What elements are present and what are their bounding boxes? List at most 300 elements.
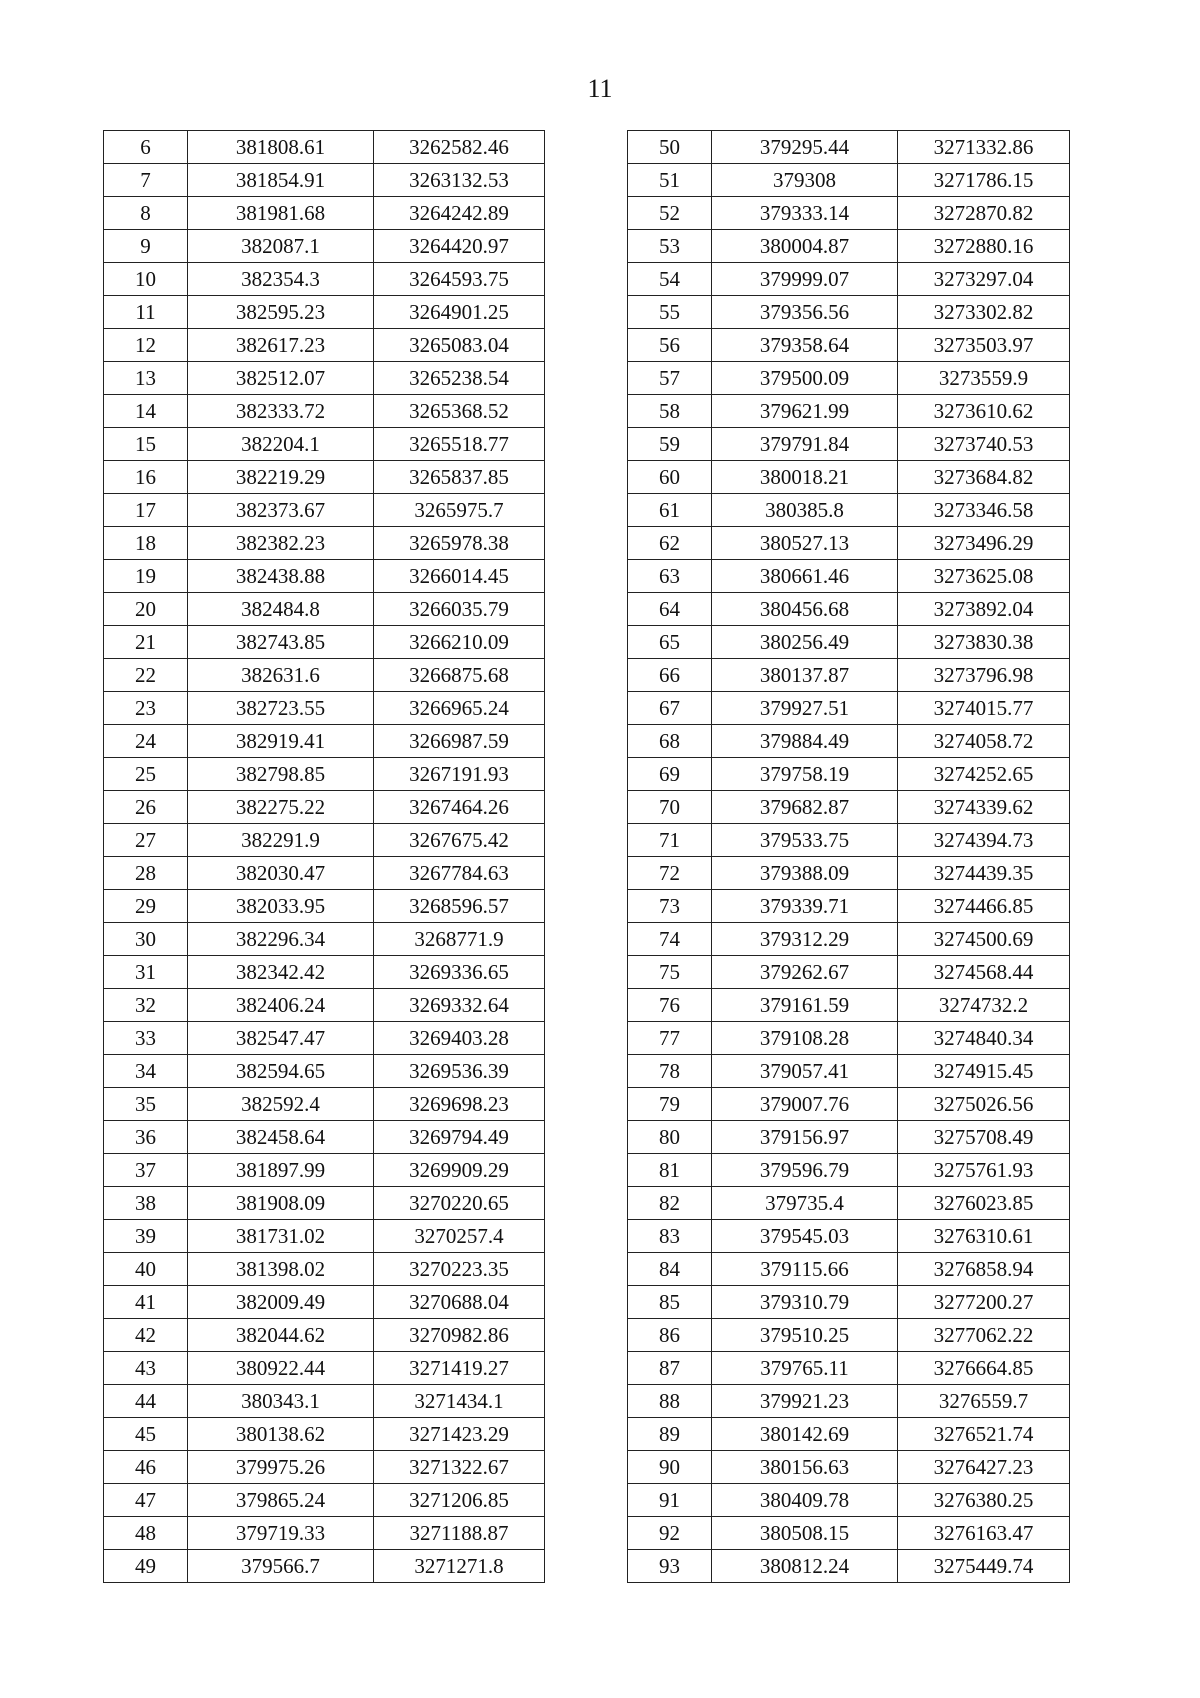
y-coordinate-cell: 3274840.34 <box>898 1022 1070 1055</box>
point-number-cell: 81 <box>628 1154 712 1187</box>
x-coordinate-cell: 379791.84 <box>712 428 898 461</box>
y-coordinate-cell: 3273892.04 <box>898 593 1070 626</box>
table-row <box>104 593 545 626</box>
y-coordinate-cell: 3269536.39 <box>374 1055 545 1088</box>
x-coordinate-cell: 382033.95 <box>188 890 374 923</box>
y-coordinate-cell: 3276163.47 <box>898 1517 1070 1550</box>
point-number-cell: 32 <box>104 989 188 1022</box>
point-number-cell: 41 <box>104 1286 188 1319</box>
table-row <box>104 560 545 593</box>
x-coordinate-cell: 379262.67 <box>712 956 898 989</box>
y-coordinate-cell: 3265975.7 <box>374 494 545 527</box>
x-coordinate-cell: 379758.19 <box>712 758 898 791</box>
y-coordinate-cell: 3273610.62 <box>898 395 1070 428</box>
y-coordinate-cell: 3269336.65 <box>374 956 545 989</box>
point-number-cell: 86 <box>628 1319 712 1352</box>
table-row <box>104 263 545 296</box>
point-number-cell: 79 <box>628 1088 712 1121</box>
table-row <box>104 692 545 725</box>
x-coordinate-cell: 380661.46 <box>712 560 898 593</box>
table-row <box>628 1088 1070 1121</box>
y-coordinate-cell: 3276521.74 <box>898 1418 1070 1451</box>
y-coordinate-cell: 3266965.24 <box>374 692 545 725</box>
x-coordinate-cell: 379312.29 <box>712 923 898 956</box>
table-row <box>104 1352 545 1385</box>
x-coordinate-cell: 379156.97 <box>712 1121 898 1154</box>
table-row <box>628 1451 1070 1484</box>
table-row <box>628 1352 1070 1385</box>
y-coordinate-cell: 3264420.97 <box>374 230 545 263</box>
y-coordinate-cell: 3274915.45 <box>898 1055 1070 1088</box>
point-number-cell: 29 <box>104 890 188 923</box>
x-coordinate-cell: 379621.99 <box>712 395 898 428</box>
table-row <box>628 593 1070 626</box>
x-coordinate-cell: 379295.44 <box>712 131 898 164</box>
point-number-cell: 19 <box>104 560 188 593</box>
point-number-cell: 28 <box>104 857 188 890</box>
x-coordinate-cell: 379358.64 <box>712 329 898 362</box>
table-row <box>628 1220 1070 1253</box>
point-number-cell: 68 <box>628 725 712 758</box>
table-row <box>628 1484 1070 1517</box>
table-row <box>104 197 545 230</box>
y-coordinate-cell: 3275761.93 <box>898 1154 1070 1187</box>
y-coordinate-cell: 3271423.29 <box>374 1418 545 1451</box>
point-number-cell: 22 <box>104 659 188 692</box>
x-coordinate-cell: 382594.65 <box>188 1055 374 1088</box>
y-coordinate-cell: 3277200.27 <box>898 1286 1070 1319</box>
x-coordinate-cell: 379057.41 <box>712 1055 898 1088</box>
y-coordinate-cell: 3266014.45 <box>374 560 545 593</box>
point-number-cell: 89 <box>628 1418 712 1451</box>
table-row <box>628 296 1070 329</box>
x-coordinate-cell: 380137.87 <box>712 659 898 692</box>
x-coordinate-cell: 382219.29 <box>188 461 374 494</box>
table-row <box>628 395 1070 428</box>
table-row <box>628 890 1070 923</box>
x-coordinate-cell: 379308 <box>712 164 898 197</box>
x-coordinate-cell: 379735.4 <box>712 1187 898 1220</box>
x-coordinate-cell: 382484.8 <box>188 593 374 626</box>
table-row <box>104 296 545 329</box>
y-coordinate-cell: 3276664.85 <box>898 1352 1070 1385</box>
point-number-cell: 88 <box>628 1385 712 1418</box>
x-coordinate-cell: 380508.15 <box>712 1517 898 1550</box>
x-coordinate-cell: 380456.68 <box>712 593 898 626</box>
point-number-cell: 26 <box>104 791 188 824</box>
point-number-cell: 17 <box>104 494 188 527</box>
x-coordinate-cell: 379115.66 <box>712 1253 898 1286</box>
y-coordinate-cell: 3277062.22 <box>898 1319 1070 1352</box>
point-number-cell: 49 <box>104 1550 188 1583</box>
y-coordinate-cell: 3268596.57 <box>374 890 545 923</box>
x-coordinate-cell: 380812.24 <box>712 1550 898 1583</box>
point-number-cell: 91 <box>628 1484 712 1517</box>
point-number-cell: 10 <box>104 263 188 296</box>
point-number-cell: 24 <box>104 725 188 758</box>
x-coordinate-cell: 382743.85 <box>188 626 374 659</box>
table-row <box>628 791 1070 824</box>
x-coordinate-cell: 382919.41 <box>188 725 374 758</box>
table-row <box>104 1055 545 1088</box>
x-coordinate-cell: 379161.59 <box>712 989 898 1022</box>
point-number-cell: 44 <box>104 1385 188 1418</box>
x-coordinate-cell: 379545.03 <box>712 1220 898 1253</box>
table-row <box>628 1154 1070 1187</box>
coordinate-table-right <box>627 130 1070 1583</box>
table-row <box>104 494 545 527</box>
coordinate-table-left <box>103 130 545 1583</box>
x-coordinate-cell: 382044.62 <box>188 1319 374 1352</box>
y-coordinate-cell: 3266210.09 <box>374 626 545 659</box>
point-number-cell: 36 <box>104 1121 188 1154</box>
x-coordinate-cell: 379765.11 <box>712 1352 898 1385</box>
point-number-cell: 82 <box>628 1187 712 1220</box>
table-row <box>104 329 545 362</box>
x-coordinate-cell: 380922.44 <box>188 1352 374 1385</box>
table-row <box>628 494 1070 527</box>
table-row <box>628 329 1070 362</box>
point-number-cell: 83 <box>628 1220 712 1253</box>
x-coordinate-cell: 379921.23 <box>712 1385 898 1418</box>
y-coordinate-cell: 3271786.15 <box>898 164 1070 197</box>
point-number-cell: 21 <box>104 626 188 659</box>
x-coordinate-cell: 379533.75 <box>712 824 898 857</box>
table-row <box>104 626 545 659</box>
y-coordinate-cell: 3274339.62 <box>898 791 1070 824</box>
y-coordinate-cell: 3275708.49 <box>898 1121 1070 1154</box>
table-row <box>628 1286 1070 1319</box>
point-number-cell: 31 <box>104 956 188 989</box>
y-coordinate-cell: 3273297.04 <box>898 263 1070 296</box>
x-coordinate-cell: 382204.1 <box>188 428 374 461</box>
point-number-cell: 85 <box>628 1286 712 1319</box>
x-coordinate-cell: 380527.13 <box>712 527 898 560</box>
y-coordinate-cell: 3276310.61 <box>898 1220 1070 1253</box>
table-row <box>104 1418 545 1451</box>
x-coordinate-cell: 379510.25 <box>712 1319 898 1352</box>
point-number-cell: 60 <box>628 461 712 494</box>
table-row <box>104 1385 545 1418</box>
point-number-cell: 27 <box>104 824 188 857</box>
y-coordinate-cell: 3267784.63 <box>374 857 545 890</box>
table-row <box>628 527 1070 560</box>
y-coordinate-cell: 3270223.35 <box>374 1253 545 1286</box>
x-coordinate-cell: 382291.9 <box>188 824 374 857</box>
table-row <box>628 560 1070 593</box>
y-coordinate-cell: 3267675.42 <box>374 824 545 857</box>
point-number-cell: 69 <box>628 758 712 791</box>
table-row <box>628 923 1070 956</box>
y-coordinate-cell: 3274500.69 <box>898 923 1070 956</box>
table-row <box>628 1055 1070 1088</box>
table-row <box>628 428 1070 461</box>
point-number-cell: 62 <box>628 527 712 560</box>
table-row <box>104 758 545 791</box>
y-coordinate-cell: 3262582.46 <box>374 131 545 164</box>
y-coordinate-cell: 3270257.4 <box>374 1220 545 1253</box>
x-coordinate-cell: 379500.09 <box>712 362 898 395</box>
point-number-cell: 57 <box>628 362 712 395</box>
table-row <box>104 989 545 1022</box>
x-coordinate-cell: 380156.63 <box>712 1451 898 1484</box>
point-number-cell: 70 <box>628 791 712 824</box>
x-coordinate-cell: 381731.02 <box>188 1220 374 1253</box>
table-row <box>104 527 545 560</box>
table-row <box>104 1253 545 1286</box>
point-number-cell: 84 <box>628 1253 712 1286</box>
y-coordinate-cell: 3265518.77 <box>374 428 545 461</box>
point-number-cell: 67 <box>628 692 712 725</box>
x-coordinate-cell: 380004.87 <box>712 230 898 263</box>
table-row <box>628 1385 1070 1418</box>
y-coordinate-cell: 3274394.73 <box>898 824 1070 857</box>
table-row <box>628 1187 1070 1220</box>
x-coordinate-cell: 382275.22 <box>188 791 374 824</box>
table-row <box>104 1319 545 1352</box>
y-coordinate-cell: 3265837.85 <box>374 461 545 494</box>
point-number-cell: 34 <box>104 1055 188 1088</box>
point-number-cell: 66 <box>628 659 712 692</box>
table-row <box>628 989 1070 1022</box>
x-coordinate-cell: 379388.09 <box>712 857 898 890</box>
y-coordinate-cell: 3266875.68 <box>374 659 545 692</box>
y-coordinate-cell: 3273302.82 <box>898 296 1070 329</box>
table-row <box>104 1154 545 1187</box>
point-number-cell: 30 <box>104 923 188 956</box>
point-number-cell: 42 <box>104 1319 188 1352</box>
y-coordinate-cell: 3270688.04 <box>374 1286 545 1319</box>
point-number-cell: 52 <box>628 197 712 230</box>
x-coordinate-cell: 380256.49 <box>712 626 898 659</box>
point-number-cell: 45 <box>104 1418 188 1451</box>
table-row <box>628 1319 1070 1352</box>
point-number-cell: 61 <box>628 494 712 527</box>
x-coordinate-cell: 382798.85 <box>188 758 374 791</box>
point-number-cell: 38 <box>104 1187 188 1220</box>
y-coordinate-cell: 3266035.79 <box>374 593 545 626</box>
x-coordinate-cell: 382354.3 <box>188 263 374 296</box>
table-row <box>104 428 545 461</box>
page-number: 11 <box>587 74 613 103</box>
y-coordinate-cell: 3271271.8 <box>374 1550 545 1583</box>
table-row <box>628 956 1070 989</box>
x-coordinate-cell: 382458.64 <box>188 1121 374 1154</box>
x-coordinate-cell: 381808.61 <box>188 131 374 164</box>
point-number-cell: 65 <box>628 626 712 659</box>
table-row <box>628 758 1070 791</box>
x-coordinate-cell: 382438.88 <box>188 560 374 593</box>
y-coordinate-cell: 3276559.7 <box>898 1385 1070 1418</box>
y-coordinate-cell: 3271188.87 <box>374 1517 545 1550</box>
table-row <box>104 1088 545 1121</box>
y-coordinate-cell: 3272880.16 <box>898 230 1070 263</box>
point-number-cell: 20 <box>104 593 188 626</box>
y-coordinate-cell: 3271434.1 <box>374 1385 545 1418</box>
point-number-cell: 51 <box>628 164 712 197</box>
x-coordinate-cell: 379007.76 <box>712 1088 898 1121</box>
x-coordinate-cell: 380018.21 <box>712 461 898 494</box>
y-coordinate-cell: 3276380.25 <box>898 1484 1070 1517</box>
table-row <box>104 131 545 164</box>
table-row <box>104 857 545 890</box>
table-row <box>628 1022 1070 1055</box>
x-coordinate-cell: 380409.78 <box>712 1484 898 1517</box>
point-number-cell: 53 <box>628 230 712 263</box>
table-row <box>104 923 545 956</box>
y-coordinate-cell: 3268771.9 <box>374 923 545 956</box>
y-coordinate-cell: 3265083.04 <box>374 329 545 362</box>
point-number-cell: 72 <box>628 857 712 890</box>
point-number-cell: 33 <box>104 1022 188 1055</box>
table-row <box>628 1253 1070 1286</box>
x-coordinate-cell: 382373.67 <box>188 494 374 527</box>
point-number-cell: 46 <box>104 1451 188 1484</box>
point-number-cell: 8 <box>104 197 188 230</box>
y-coordinate-cell: 3274466.85 <box>898 890 1070 923</box>
x-coordinate-cell: 382087.1 <box>188 230 374 263</box>
table-row <box>628 1121 1070 1154</box>
point-number-cell: 48 <box>104 1517 188 1550</box>
table-row <box>104 1484 545 1517</box>
point-number-cell: 55 <box>628 296 712 329</box>
x-coordinate-cell: 379682.87 <box>712 791 898 824</box>
y-coordinate-cell: 3273559.9 <box>898 362 1070 395</box>
point-number-cell: 77 <box>628 1022 712 1055</box>
point-number-cell: 47 <box>104 1484 188 1517</box>
x-coordinate-cell: 382592.4 <box>188 1088 374 1121</box>
x-coordinate-cell: 380343.1 <box>188 1385 374 1418</box>
point-number-cell: 12 <box>104 329 188 362</box>
x-coordinate-cell: 382595.23 <box>188 296 374 329</box>
table-row <box>104 890 545 923</box>
table-row <box>104 461 545 494</box>
y-coordinate-cell: 3267464.26 <box>374 791 545 824</box>
table-row <box>104 659 545 692</box>
table-row <box>628 263 1070 296</box>
x-coordinate-cell: 381908.09 <box>188 1187 374 1220</box>
table-row <box>104 230 545 263</box>
table-row <box>628 461 1070 494</box>
point-number-cell: 40 <box>104 1253 188 1286</box>
y-coordinate-cell: 3274439.35 <box>898 857 1070 890</box>
point-number-cell: 11 <box>104 296 188 329</box>
y-coordinate-cell: 3270982.86 <box>374 1319 545 1352</box>
point-number-cell: 54 <box>628 263 712 296</box>
point-number-cell: 43 <box>104 1352 188 1385</box>
table-row <box>628 164 1070 197</box>
table-row <box>104 1550 545 1583</box>
x-coordinate-cell: 380385.8 <box>712 494 898 527</box>
table-row <box>104 395 545 428</box>
y-coordinate-cell: 3270220.65 <box>374 1187 545 1220</box>
point-number-cell: 63 <box>628 560 712 593</box>
point-number-cell: 58 <box>628 395 712 428</box>
x-coordinate-cell: 382547.47 <box>188 1022 374 1055</box>
point-number-cell: 50 <box>628 131 712 164</box>
y-coordinate-cell: 3274568.44 <box>898 956 1070 989</box>
point-number-cell: 25 <box>104 758 188 791</box>
y-coordinate-cell: 3265238.54 <box>374 362 545 395</box>
point-number-cell: 37 <box>104 1154 188 1187</box>
table-row <box>628 626 1070 659</box>
y-coordinate-cell: 3269909.29 <box>374 1154 545 1187</box>
y-coordinate-cell: 3265368.52 <box>374 395 545 428</box>
x-coordinate-cell: 379339.71 <box>712 890 898 923</box>
x-coordinate-cell: 379566.7 <box>188 1550 374 1583</box>
x-coordinate-cell: 379999.07 <box>712 263 898 296</box>
x-coordinate-cell: 382342.42 <box>188 956 374 989</box>
y-coordinate-cell: 3273796.98 <box>898 659 1070 692</box>
y-coordinate-cell: 3271322.67 <box>374 1451 545 1484</box>
y-coordinate-cell: 3275026.56 <box>898 1088 1070 1121</box>
y-coordinate-cell: 3265978.38 <box>374 527 545 560</box>
table-row <box>104 956 545 989</box>
y-coordinate-cell: 3276858.94 <box>898 1253 1070 1286</box>
point-number-cell: 7 <box>104 164 188 197</box>
x-coordinate-cell: 382296.34 <box>188 923 374 956</box>
y-coordinate-cell: 3264901.25 <box>374 296 545 329</box>
x-coordinate-cell: 381981.68 <box>188 197 374 230</box>
point-number-cell: 73 <box>628 890 712 923</box>
x-coordinate-cell: 379356.56 <box>712 296 898 329</box>
table-row <box>628 824 1070 857</box>
x-coordinate-cell: 379596.79 <box>712 1154 898 1187</box>
x-coordinate-cell: 382333.72 <box>188 395 374 428</box>
y-coordinate-cell: 3266987.59 <box>374 725 545 758</box>
y-coordinate-cell: 3269794.49 <box>374 1121 545 1154</box>
x-coordinate-cell: 381897.99 <box>188 1154 374 1187</box>
x-coordinate-cell: 382617.23 <box>188 329 374 362</box>
table-row <box>628 1517 1070 1550</box>
y-coordinate-cell: 3272870.82 <box>898 197 1070 230</box>
x-coordinate-cell: 382382.23 <box>188 527 374 560</box>
table-row <box>104 1286 545 1319</box>
point-number-cell: 80 <box>628 1121 712 1154</box>
y-coordinate-cell: 3273684.82 <box>898 461 1070 494</box>
y-coordinate-cell: 3273503.97 <box>898 329 1070 362</box>
table-row <box>628 857 1070 890</box>
table-row <box>104 362 545 395</box>
table-row <box>104 1517 545 1550</box>
y-coordinate-cell: 3267191.93 <box>374 758 545 791</box>
y-coordinate-cell: 3271419.27 <box>374 1352 545 1385</box>
x-coordinate-cell: 379975.26 <box>188 1451 374 1484</box>
x-coordinate-cell: 382723.55 <box>188 692 374 725</box>
point-number-cell: 56 <box>628 329 712 362</box>
table-row <box>628 692 1070 725</box>
y-coordinate-cell: 3276427.23 <box>898 1451 1070 1484</box>
y-coordinate-cell: 3274252.65 <box>898 758 1070 791</box>
y-coordinate-cell: 3273625.08 <box>898 560 1070 593</box>
table-row <box>628 725 1070 758</box>
point-number-cell: 71 <box>628 824 712 857</box>
y-coordinate-cell: 3263132.53 <box>374 164 545 197</box>
x-coordinate-cell: 379333.14 <box>712 197 898 230</box>
table-row <box>628 230 1070 263</box>
y-coordinate-cell: 3269698.23 <box>374 1088 545 1121</box>
table-row <box>628 1550 1070 1583</box>
point-number-cell: 13 <box>104 362 188 395</box>
table-row <box>104 824 545 857</box>
x-coordinate-cell: 382512.07 <box>188 362 374 395</box>
point-number-cell: 75 <box>628 956 712 989</box>
y-coordinate-cell: 3271206.85 <box>374 1484 545 1517</box>
table-row <box>104 1022 545 1055</box>
point-number-cell: 15 <box>104 428 188 461</box>
y-coordinate-cell: 3273496.29 <box>898 527 1070 560</box>
point-number-cell: 9 <box>104 230 188 263</box>
